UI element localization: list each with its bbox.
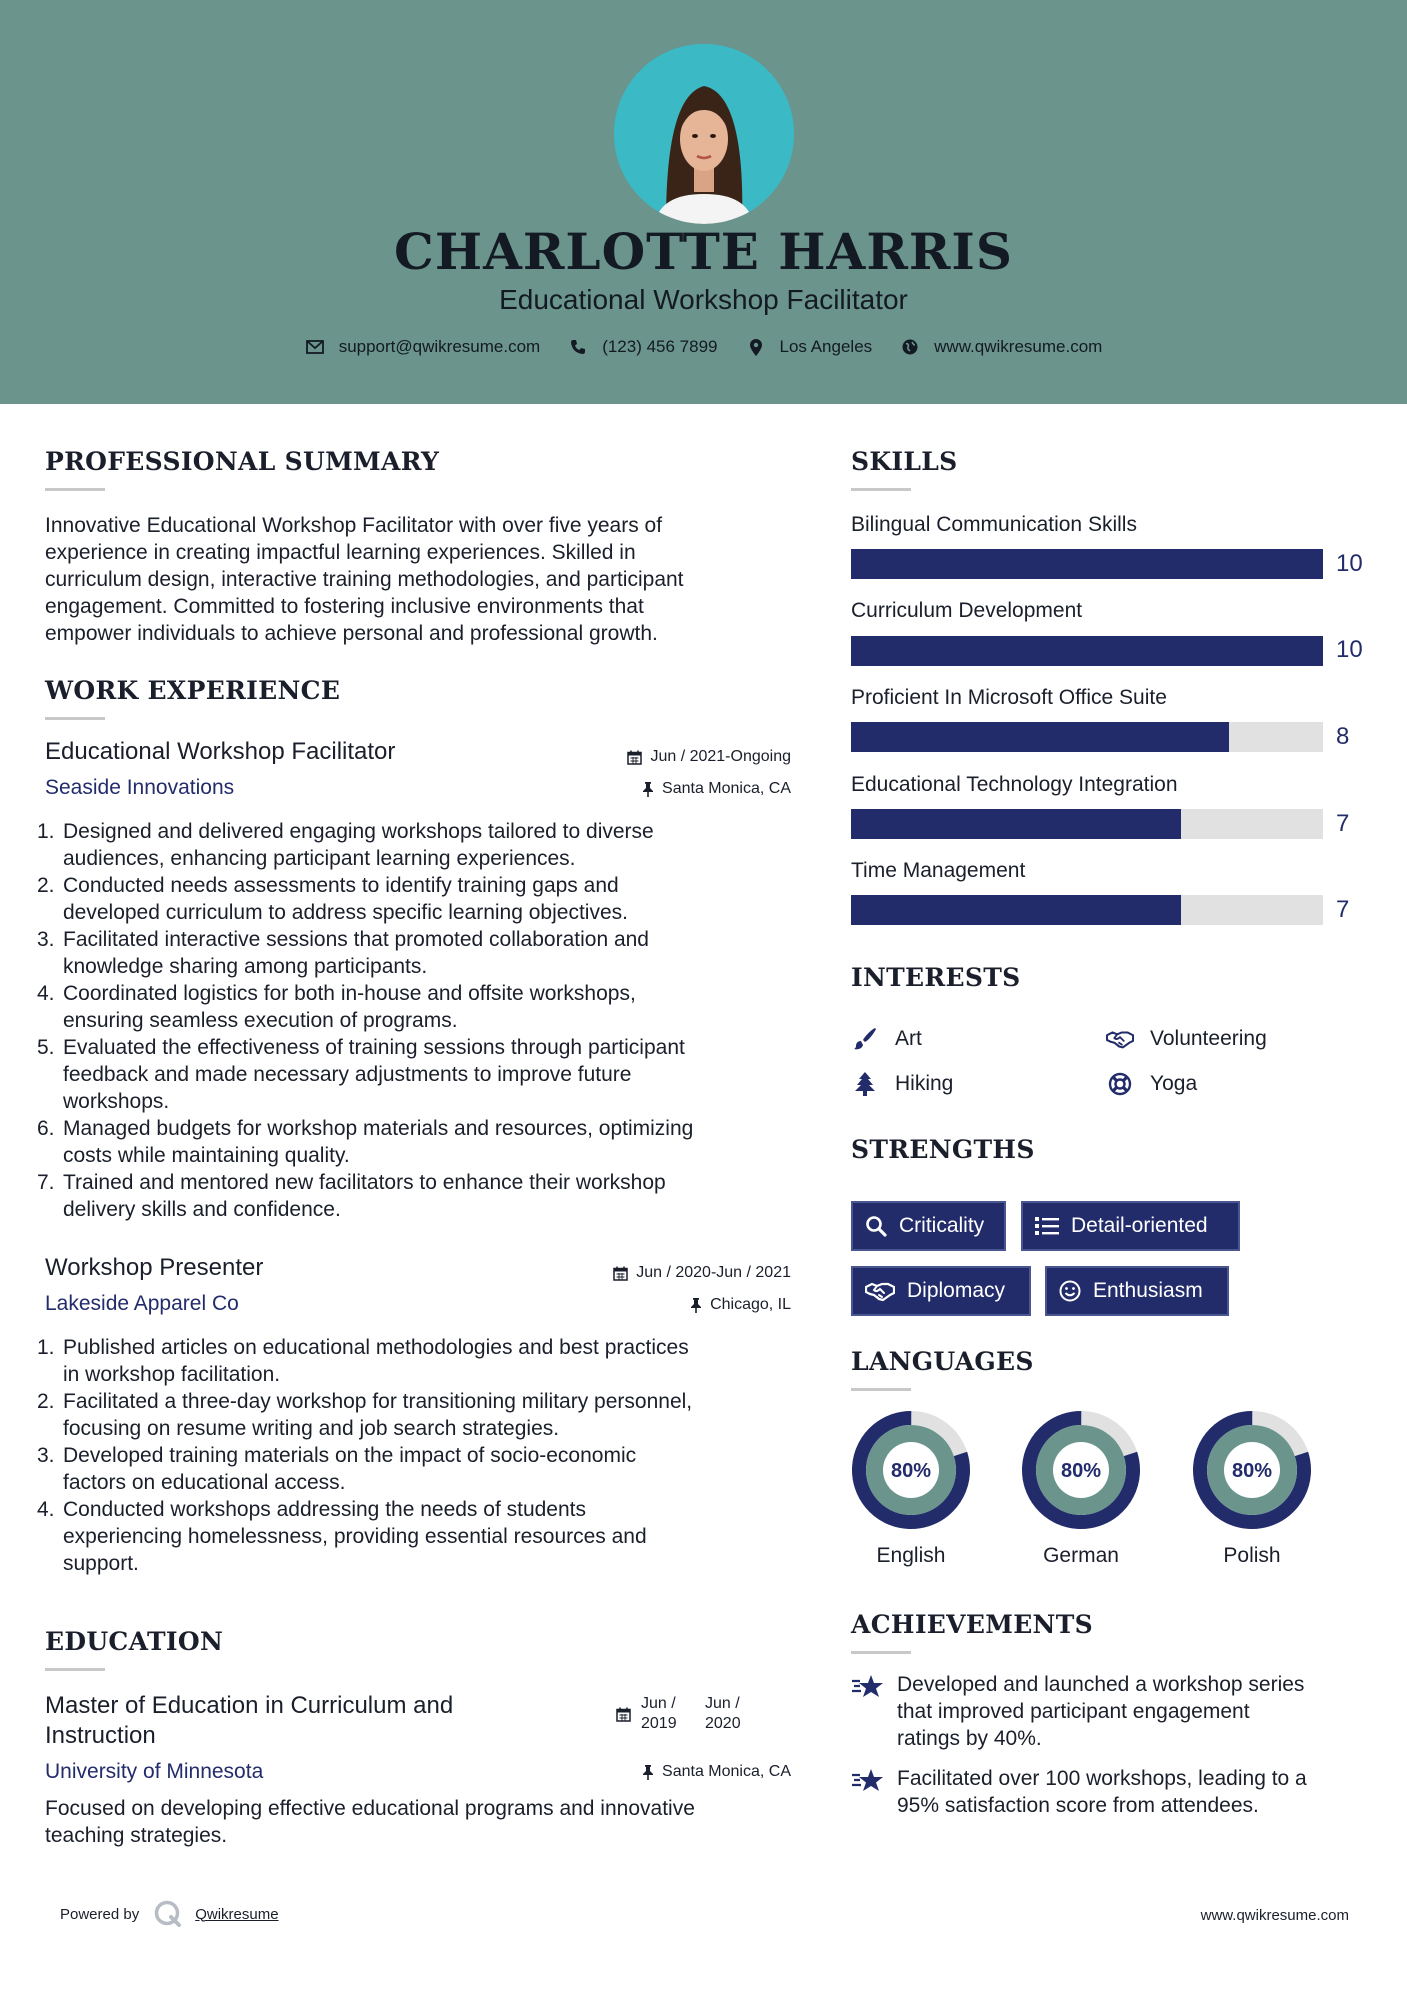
job-company: Seaside Innovations: [45, 776, 235, 799]
tree-icon: [851, 1070, 879, 1098]
list-item: 7. Trained and mentored new facilitators to enhance their workshop delivery skills and confidence.: [37, 1171, 666, 1221]
strength-label: Detail-oriented: [1071, 1214, 1208, 1237]
interest-label: Hiking: [895, 1072, 954, 1095]
job-dates-text: Jun / 2021-Ongoing: [650, 748, 791, 765]
contact-website-text: www.qwikresume.com: [934, 337, 1103, 356]
interest-label: Yoga: [1150, 1072, 1198, 1095]
strength-label: Diplomacy: [907, 1279, 1006, 1302]
experience-heading: WORK EXPERIENCE: [45, 676, 341, 705]
language-gauge: [1191, 1409, 1313, 1531]
language-name: Polish: [1223, 1544, 1281, 1567]
skill-score: 7: [1336, 810, 1350, 837]
list-item: 2. Facilitated a three-day workshop for transitioning military personnel, focusing on resume writing and job search strategies.: [37, 1390, 693, 1440]
achievements-heading: ACHIEVEMENTS: [851, 1610, 1093, 1639]
phone-icon: [568, 337, 588, 357]
education-location: [520, 1763, 791, 1781]
qwikresume-link[interactable]: Qwikresume: [195, 1905, 279, 1923]
achievement-item: [851, 1765, 1371, 1819]
education-end: Jun / 2020: [705, 1695, 741, 1732]
school-name: University of Minnesota: [45, 1760, 264, 1783]
interests-heading: INTERESTS: [851, 963, 1021, 992]
interest-item: [851, 1070, 953, 1098]
language-name: English: [876, 1544, 946, 1567]
achievement-item: [851, 1671, 1371, 1752]
language-percent: 80%: [1231, 1460, 1273, 1482]
contact-email[interactable]: [305, 337, 541, 357]
skills-divider: [851, 488, 911, 491]
job-company: Lakeside Apparel Co: [45, 1292, 239, 1315]
education-heading: EDUCATION: [45, 1627, 224, 1656]
job-dates-text: Jun / 2020-Jun / 2021: [636, 1264, 791, 1281]
skill-label: Curriculum Development: [851, 599, 1083, 622]
strength-chip: [851, 1201, 1006, 1251]
job-location-text: Chicago, IL: [710, 1296, 791, 1313]
job-location: [520, 780, 791, 798]
map-pin-icon: [746, 337, 766, 357]
list-item: 1. Published articles on educational methodologies and best practices in workshop facilitation.: [37, 1336, 689, 1386]
language-name: German: [1043, 1544, 1119, 1567]
list-item: 4. Coordinated logistics for both in-house and offsite workshops, ensuring seamless execution of programs.: [37, 982, 636, 1032]
job-title: Workshop Presenter: [45, 1254, 264, 1281]
achievement-text: Facilitated over 100 workshops, leading to a 95% satisfaction score from attendees.: [897, 1767, 1307, 1817]
candidate-name: CHARLOTTE HARRIS: [394, 222, 1013, 281]
language-percent: 80%: [890, 1460, 932, 1482]
calendar-icon: [627, 750, 642, 765]
lifebuoy-icon: [1106, 1070, 1134, 1098]
contact-bar: [0, 337, 1407, 357]
job-location: [520, 1296, 791, 1314]
degree-line: Master of Education in Curriculum and: [45, 1692, 454, 1719]
list-icon: [1035, 1216, 1059, 1236]
skill-bar-fill: [851, 895, 1181, 925]
paintbrush-icon: [851, 1025, 879, 1053]
list-item: 3. Facilitated interactive sessions that promoted collaboration and knowledge sharing among participants.: [37, 928, 649, 978]
languages-heading: LANGUAGES: [851, 1347, 1034, 1376]
qwikresume-logo-icon: [153, 1899, 183, 1929]
skill-bar: [851, 549, 1323, 579]
candidate-title: Educational Workshop Facilitator: [499, 284, 908, 315]
skill-score: 10: [1336, 550, 1363, 577]
list-item: 2. Conducted needs assessments to identify training gaps and developed curriculum to address specific learning objectives.: [37, 874, 628, 924]
language-ring: [1020, 1409, 1142, 1531]
skill-bar-fill: [851, 549, 1323, 579]
list-item: 4. Conducted workshops addressing the needs of students experiencing homelessness, providing essential resources and support.: [37, 1498, 647, 1575]
calendar-icon: [616, 1707, 631, 1722]
contact-location-text: Los Angeles: [779, 337, 873, 356]
education-divider: [45, 1668, 105, 1671]
list-item: 5. Evaluated the effectiveness of training sessions through participant feedback and made necessary adjustments to improve future workshops.: [37, 1036, 685, 1113]
skill-bar: [851, 722, 1323, 752]
skill-score: 10: [1336, 636, 1363, 663]
achievement-text: Developed and launched a workshop series that improved participant engagement ratings by 40%.: [897, 1673, 1305, 1750]
profile-photo-illustration: [614, 44, 794, 224]
degree-title: [45, 1691, 605, 1751]
skill-label: Proficient In Microsoft Office Suite: [851, 686, 1167, 709]
skill-bar-fill: [851, 809, 1181, 839]
language-gauge: [1020, 1409, 1142, 1531]
experience-divider: [45, 717, 105, 720]
language-percent: 80%: [1060, 1460, 1102, 1482]
interest-item: [1106, 1070, 1197, 1098]
footer-url[interactable]: www.qwikresume.com: [1200, 1907, 1349, 1924]
skill-label: Educational Technology Integration: [851, 773, 1178, 796]
job-responsibilities: [37, 818, 795, 1223]
skill-label: Time Management: [851, 859, 1026, 882]
languages-divider: [851, 1388, 911, 1391]
summary-heading: PROFESSIONAL SUMMARY: [45, 447, 440, 476]
contact-website[interactable]: [900, 337, 1102, 357]
powered-by-label: Powered by: [60, 1905, 140, 1923]
degree-line: Instruction: [45, 1722, 156, 1749]
job-title: Educational Workshop Facilitator: [45, 738, 396, 765]
job-location-text: Santa Monica, CA: [662, 780, 791, 797]
strength-chip: [1021, 1201, 1240, 1251]
skill-bar: [851, 636, 1323, 666]
calendar-icon: [613, 1266, 628, 1281]
language-ring: [850, 1409, 972, 1531]
globe-icon: [900, 337, 920, 357]
interest-item: [851, 1025, 922, 1053]
strength-chip: [1045, 1266, 1229, 1316]
skill-score: 8: [1336, 723, 1350, 750]
summary-line: curriculum design, interactive training methodologies, and participant: [45, 568, 684, 591]
skill-bar: [851, 809, 1323, 839]
footer-powered-by: [60, 1899, 279, 1929]
summary-line: experience in creating impactful learning experiences. Skilled in: [45, 541, 636, 564]
achievements-divider: [851, 1651, 911, 1654]
smile-icon: [1059, 1280, 1081, 1302]
education-start: Jun / 2019: [641, 1695, 677, 1732]
list-item: 1. Designed and delivered engaging workshops tailored to diverse audiences, enhancing participant learning experiences.: [37, 820, 654, 870]
envelope-icon: [305, 337, 325, 357]
handshake-icon: [865, 1280, 895, 1302]
pushpin-icon: [690, 1298, 702, 1313]
education-dates: [616, 1694, 753, 1734]
contact-phone[interactable]: [568, 337, 717, 357]
language-gauge: [850, 1409, 972, 1531]
strength-label: Criticality: [899, 1214, 985, 1237]
summary-text: [45, 512, 795, 647]
handshake-icon: [1106, 1025, 1134, 1053]
contact-location: [746, 337, 873, 357]
summary-divider: [45, 488, 105, 491]
pushpin-icon: [642, 782, 654, 797]
header-band: [0, 0, 1407, 404]
strengths-heading: STRENGTHS: [851, 1135, 1035, 1164]
skill-label: Bilingual Communication Skills: [851, 513, 1137, 536]
search-icon: [865, 1215, 887, 1237]
skill-bar-fill: [851, 722, 1229, 752]
skill-bar: [851, 895, 1323, 925]
language-ring: [1191, 1409, 1313, 1531]
summary-line: engagement. Committed to fostering inclusive environments that: [45, 595, 644, 618]
interest-item: [1106, 1025, 1267, 1053]
summary-line: Innovative Educational Workshop Facilitator with over five years of: [45, 514, 663, 537]
star-icon: [851, 1765, 891, 1819]
profile-photo: [614, 44, 794, 224]
job-responsibilities: [37, 1334, 795, 1577]
pushpin-icon: [642, 1765, 654, 1780]
summary-line: empower individuals to achieve personal and professional growth.: [45, 622, 658, 645]
skill-bar-fill: [851, 636, 1323, 666]
strength-chip: [851, 1266, 1031, 1316]
strength-label: Enthusiasm: [1093, 1279, 1203, 1302]
interest-label: Art: [895, 1027, 922, 1050]
education-location-text: Santa Monica, CA: [662, 1763, 791, 1780]
education-description: Focused on developing effective educational programs and innovative teaching strategies.: [45, 1797, 695, 1847]
star-icon: [851, 1671, 891, 1752]
skill-score: 7: [1336, 896, 1350, 923]
skills-heading: SKILLS: [851, 447, 958, 476]
contact-email-text: support@qwikresume.com: [338, 337, 541, 356]
job-dates: [520, 1264, 791, 1282]
contact-phone-text: (123) 456 7899: [602, 337, 718, 356]
list-item: 6. Managed budgets for workshop materials and resources, optimizing costs while maintaining quality.: [37, 1117, 694, 1167]
job-dates: [520, 748, 791, 766]
list-item: 3. Developed training materials on the impact of socio-economic factors on educational access.: [37, 1444, 637, 1494]
interest-label: Volunteering: [1150, 1027, 1267, 1050]
